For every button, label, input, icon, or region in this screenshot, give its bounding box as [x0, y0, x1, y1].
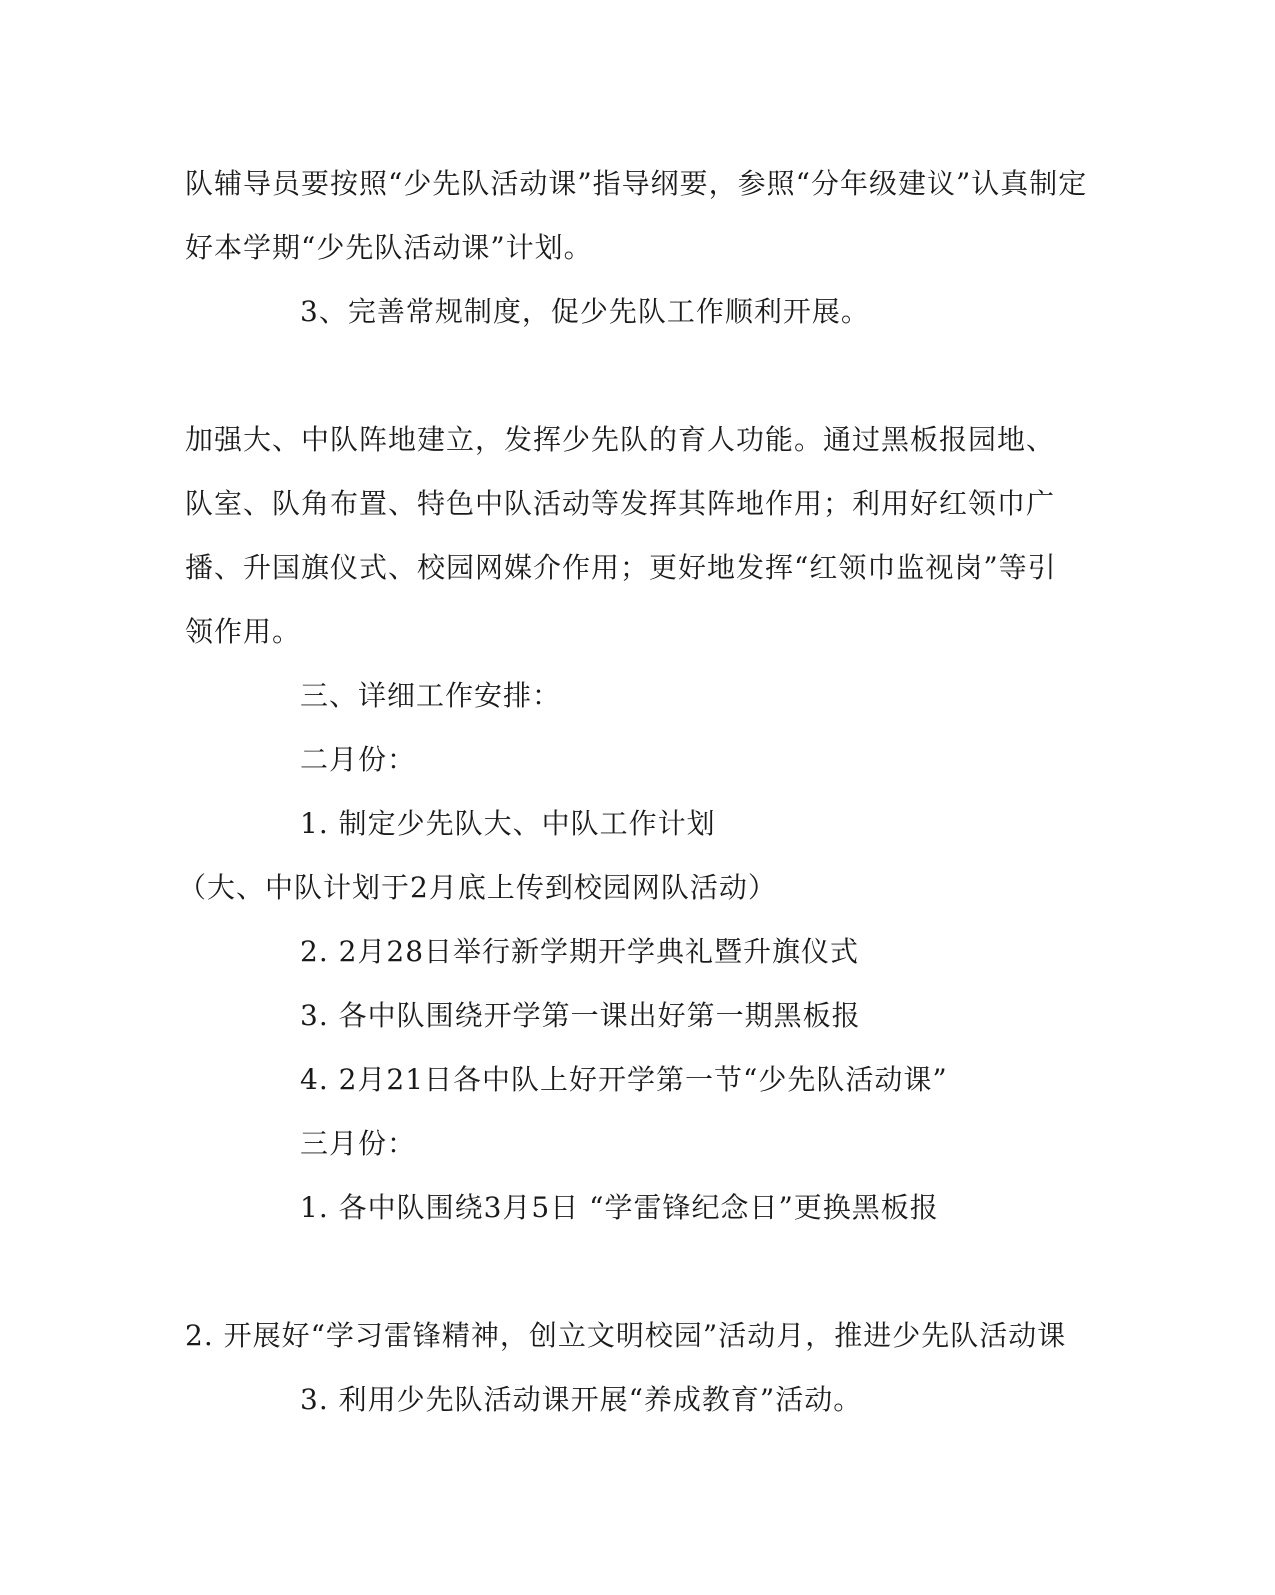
month-heading: 三月份：	[300, 1127, 417, 1160]
list-item: 3. 各中队围绕开学第一课出好第一期黑板报	[300, 999, 861, 1032]
section-item: 3、完善常规制度，促少先队工作顺利开展。	[300, 295, 870, 328]
list-note: （大、中队计划于2月底上传到校园网队活动）	[178, 871, 777, 904]
body-line: 播、升国旗仪式、校园网媒介作用；更好地发挥“红领巾监视岗”等引	[185, 551, 1057, 584]
list-item: 1. 制定少先队大、中队工作计划	[300, 807, 716, 840]
month-heading: 二月份：	[300, 743, 417, 776]
list-item: 2. 开展好“学习雷锋精神，创立文明校园”活动月，推进少先队活动课	[185, 1319, 1067, 1352]
body-line: 好本学期“少先队活动课”计划。	[185, 231, 593, 264]
list-item: 1. 各中队围绕3月5日 “学雷锋纪念日”更换黑板报	[300, 1191, 939, 1224]
body-line: 队辅导员要按照“少先队活动课”指导纲要，参照“分年级建议”认真制定	[185, 167, 1088, 200]
list-item: 2. 2月28日举行新学期开学典礼暨升旗仪式	[300, 935, 860, 968]
body-line: 队室、队角布置、特色中队活动等发挥其阵地作用；利用好红领巾广	[185, 487, 1056, 520]
body-line: 加强大、中队阵地建立，发挥少先队的育人功能。通过黑板报园地、	[185, 423, 1056, 456]
list-item: 4. 2月21日各中队上好开学第一节“少先队活动课”	[300, 1063, 948, 1096]
body-line: 领作用。	[185, 615, 302, 648]
list-item: 3. 利用少先队活动课开展“养成教育”活动。	[300, 1383, 863, 1416]
section-heading: 三、详细工作安排：	[300, 679, 562, 712]
